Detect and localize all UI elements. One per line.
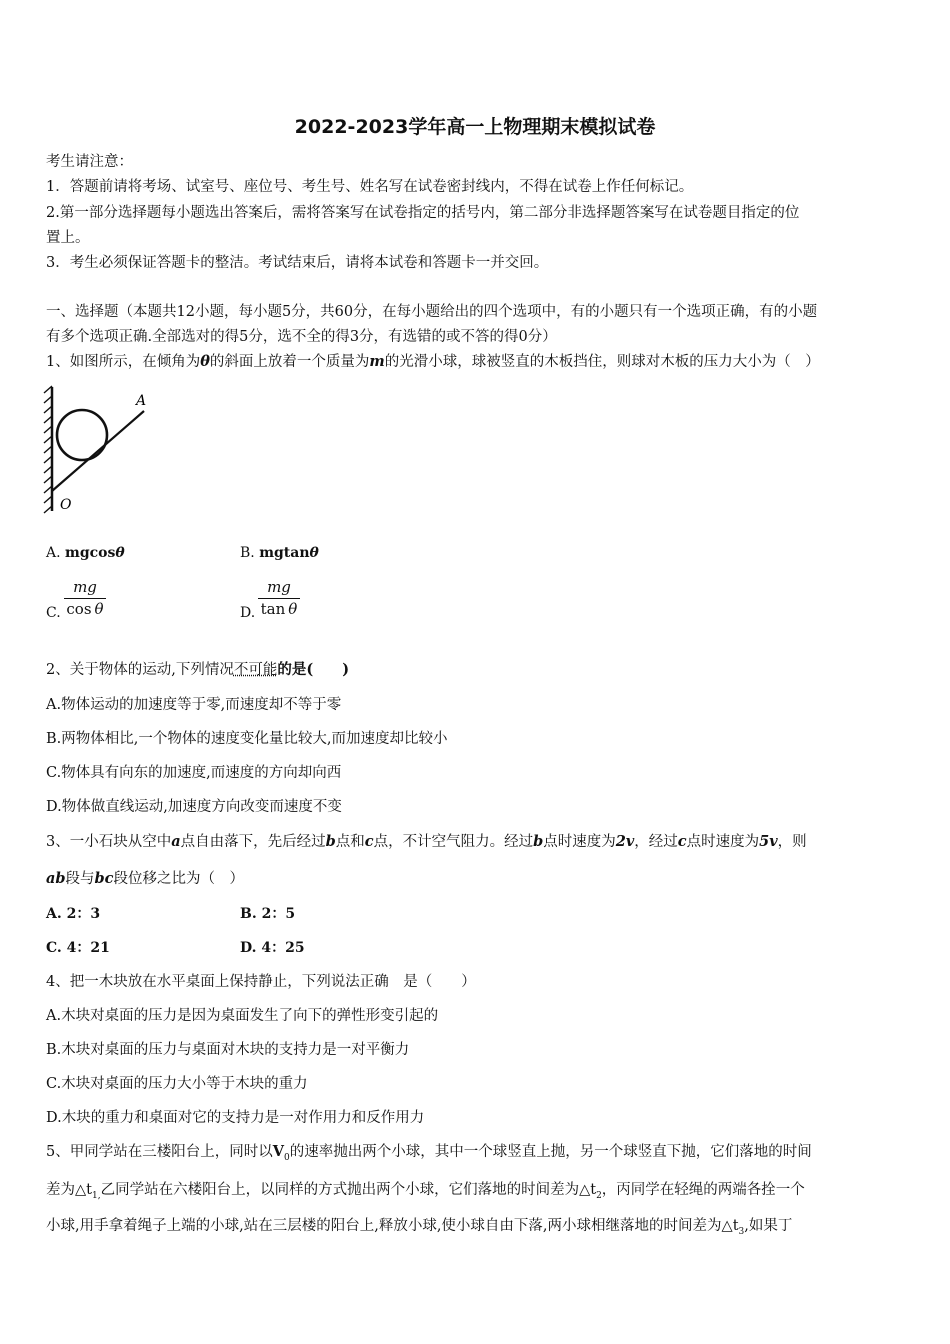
question-5-stem-cont: 小球,用手拿着绳子上端的小球,站在三层楼的阳台上,释放小球,使小球自由下落,两小球相继落地的时间差为$\triangle t_3$,如果丁 <box>46 1218 793 1237</box>
figure-label-a: A <box>136 393 147 409</box>
notice-item: 3．考生必须保证答题卡的整洁。考试结束后，请将本试卷和答题卡一并交回。 <box>46 255 549 271</box>
figure-label-o: O <box>60 497 72 513</box>
notice-item: 2.第一部分选择题每小题选出答案后，需将答案写在试卷指定的括号内，第二部分非选择题答案写在试卷题目指定的位 <box>46 205 800 221</box>
page-title: 2022-2023学年高一上物理期末模拟试卷 <box>294 116 656 138</box>
question-3-stem: 3、一小石块从空中a点自由落下，先后经过b点和c点，不计空气阻力。经过b点时速度为2v，经过c点时速度为5v，则 <box>46 833 807 850</box>
question-5-stem-cont: 差为$\triangle t_{1,}$乙同学站在六楼阳台上，以同样的方式抛出两个小球，它们落地的时间差为$\triangle t_2$，丙同学在轻绳的两端各拴一个 <box>46 1182 805 1201</box>
section-heading: 一、选择题（本题共12小题，每小题5分，共60分，在每小题给出的四个选项中，有的小题只有一个选项正确，有的小题 <box>46 304 818 320</box>
question-1-stem: 1、如图所示，在倾角为θ的斜面上放着一个质量为m的光滑小球，球被竖直的木板挡住，则球对木板的压力大小为（ ） <box>46 353 820 370</box>
q2-option: C.物体具有向东的加速度,而速度的方向却向西 <box>46 765 342 781</box>
q3-option-b: B. 2：5 <box>240 906 296 922</box>
notice-heading: 考生请注意： <box>46 154 133 170</box>
question-5-stem: 5、甲同学站在三楼阳台上，同时以$V_0$的速率抛出两个小球，其中一个球竖直上抛，另一个球竖直下抛，它们落地的时间 <box>46 1143 812 1163</box>
question-4-stem: 4、把一木块放在水平桌面上保持静止，下列说法正确 是（ ） <box>46 974 476 990</box>
notice-item: 置上。 <box>46 230 90 246</box>
q1-option-d-label: D. <box>240 605 256 621</box>
q1-option-c-fraction: mg cos θ <box>64 578 106 618</box>
q4-option: B.木块对桌面的压力与桌面对木块的支持力是一对平衡力 <box>46 1042 410 1058</box>
q2-option: B.两物体相比,一个物体的速度变化量比较大,而加速度却比较小 <box>46 731 448 747</box>
q1-option-d-fraction: mg tan θ <box>258 578 300 618</box>
q4-option: C.木块对桌面的压力大小等于木块的重力 <box>46 1076 308 1092</box>
q1-option-a: A. mgcosθ <box>46 545 125 561</box>
incline-ball-figure <box>40 383 160 518</box>
question-3-stem-cont: ab段与bc段位移之比为（ ） <box>46 870 245 887</box>
section-heading-cont: 有多个选项正确.全部选对的得5分，选不全的得3分，有选错的或不答的得0分） <box>46 329 557 345</box>
q1-option-b: B. mgtanθ <box>240 545 319 561</box>
q3-option-a: A. 2：3 <box>46 906 101 922</box>
q2-option: A.物体运动的加速度等于零,而速度却不等于零 <box>46 697 342 713</box>
notice-item: 1．答题前请将考场、试室号、座位号、考生号、姓名写在试卷密封线内，不得在试卷上作任何标记。 <box>46 179 694 195</box>
q3-option-d: D. 4：25 <box>240 940 305 956</box>
q1-option-c-label: C. <box>46 605 61 621</box>
theta-symbol: θ <box>200 353 210 370</box>
q4-option: D.木块的重力和桌面对它的支持力是一对作用力和反作用力 <box>46 1110 425 1126</box>
q4-option: A.木块对桌面的压力是因为桌面发生了向下的弹性形变引起的 <box>46 1008 439 1024</box>
q3-option-c: C. 4：21 <box>46 940 110 956</box>
emphasized-text: 不可能 <box>233 662 278 678</box>
question-2-stem: 2、关于物体的运动,下列情况不可能的是( ) <box>46 661 350 678</box>
q2-option: D.物体做直线运动,加速度方向改变而速度不变 <box>46 799 342 815</box>
